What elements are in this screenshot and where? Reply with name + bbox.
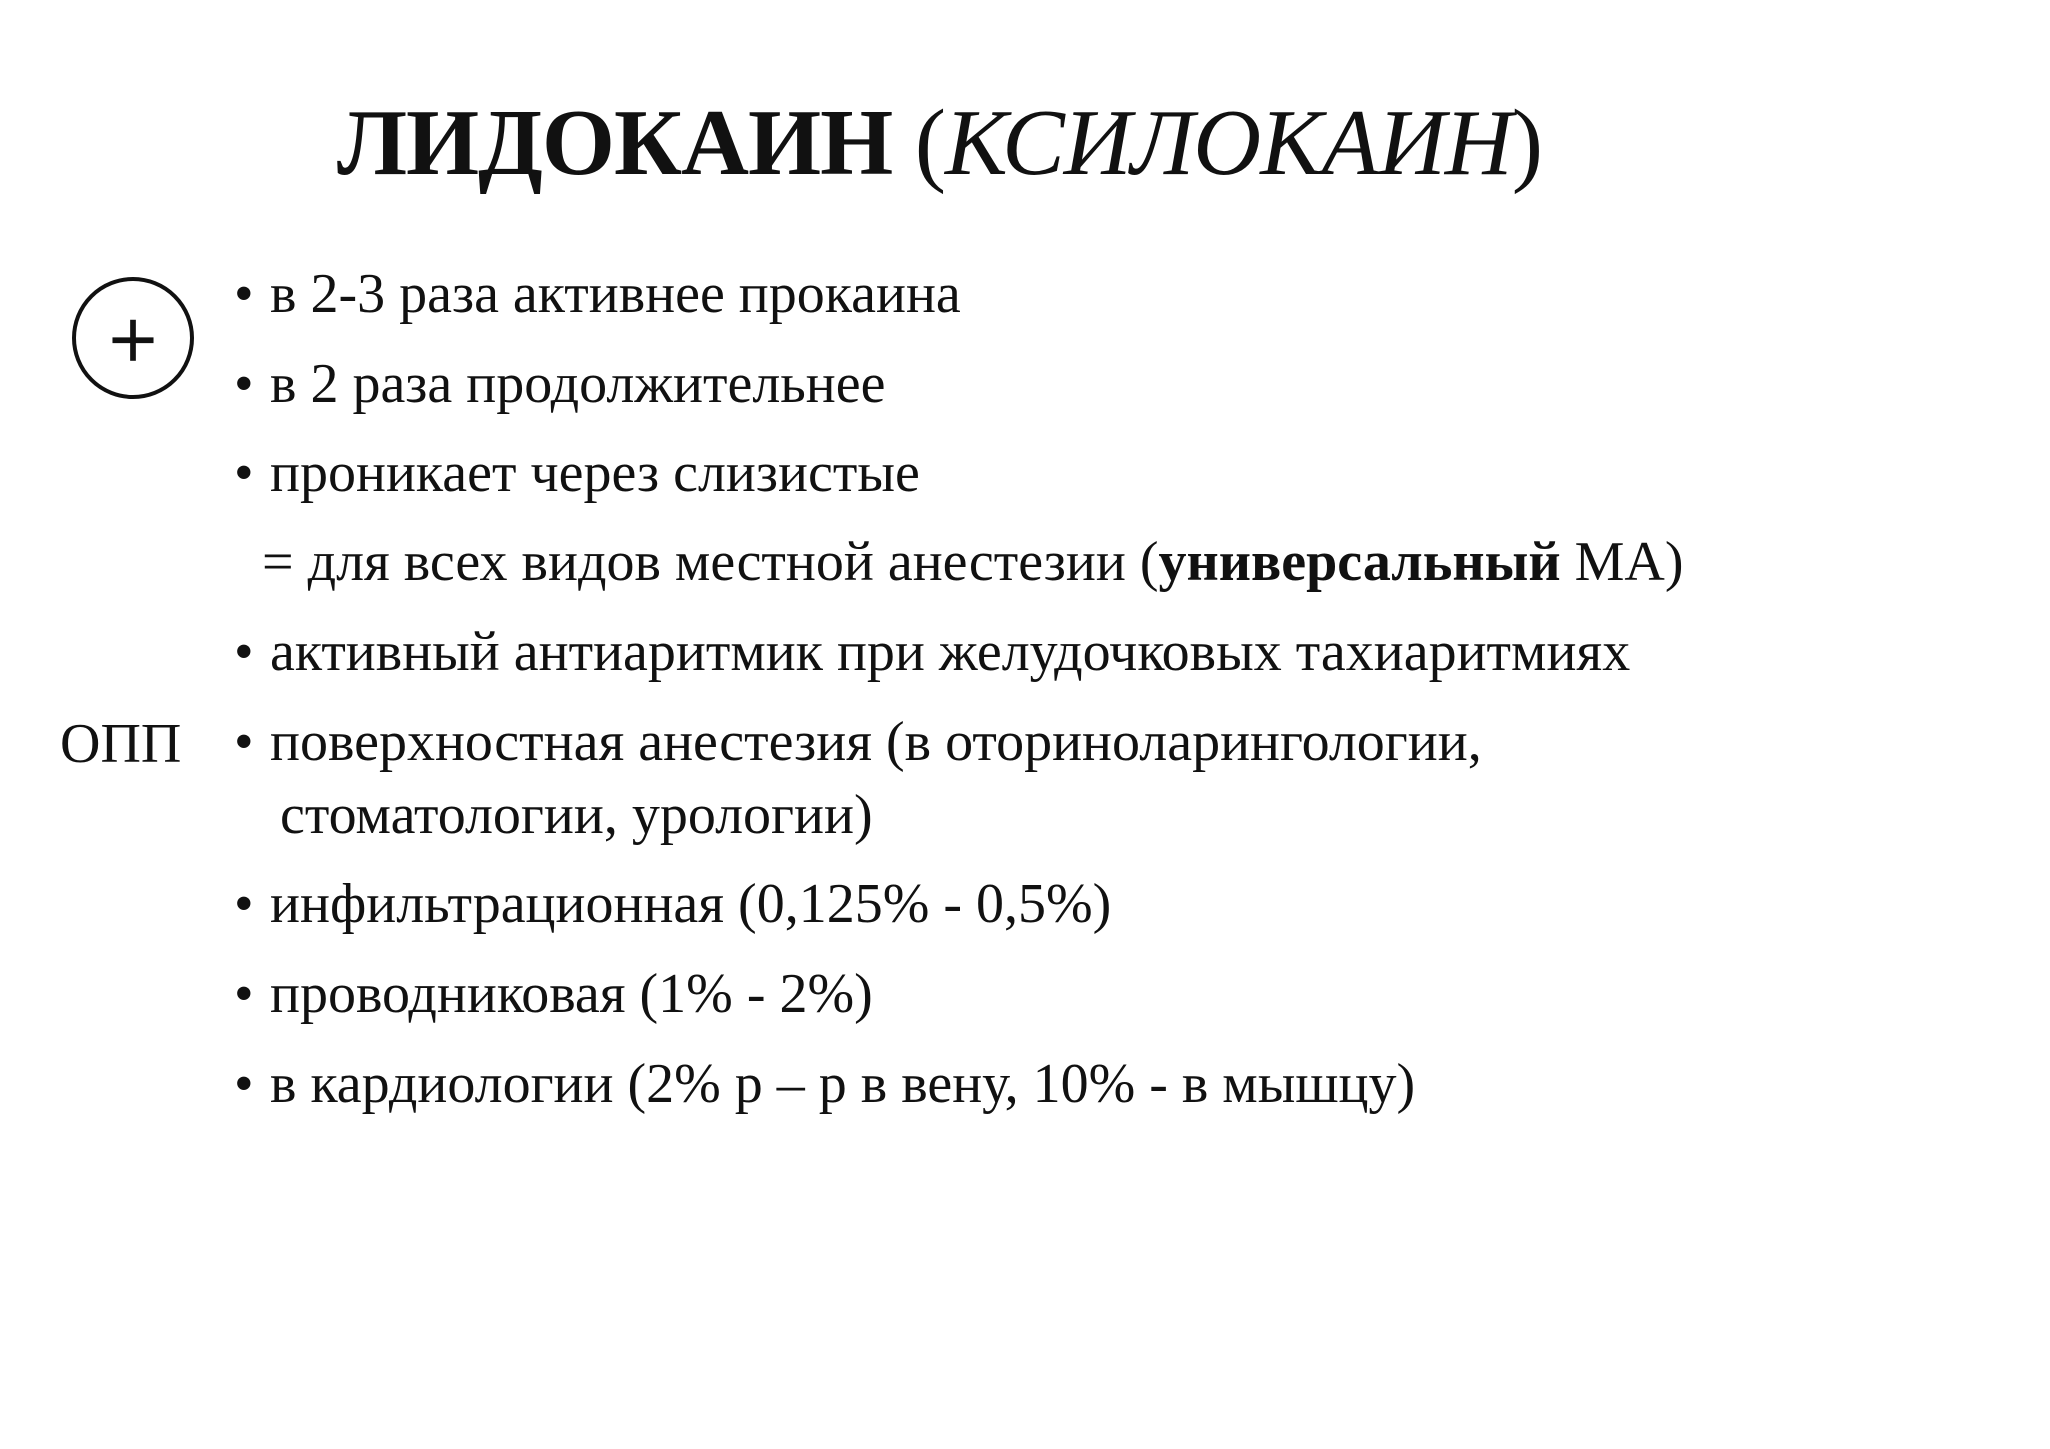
list-item-text: в 2 раза продолжительнее xyxy=(270,353,886,415)
bullet: • xyxy=(234,963,254,1025)
title-main: ЛИДОКАИН xyxy=(337,91,893,195)
bullet: • xyxy=(234,711,254,773)
list-item-text: в кардиологии (2% р – р в вену, 10% - в мышцу) xyxy=(270,1053,1416,1115)
list-item xyxy=(234,710,1482,774)
bullet: • xyxy=(234,1053,254,1115)
continuation-text-end: МА) xyxy=(1560,531,1684,593)
list-item-continuation xyxy=(262,530,1683,594)
list-item xyxy=(234,962,873,1026)
list-item xyxy=(234,352,885,416)
list-item-text: инфильтрационная (0,125% - 0,5%) xyxy=(270,873,1112,935)
list-item xyxy=(234,872,1111,936)
list-item-text: активный антиаритмик при желудочковых тахиаритмиях xyxy=(270,621,1631,683)
list-item xyxy=(234,1052,1415,1116)
list-item-text: стоматологии, урологии) xyxy=(280,784,873,846)
list-item xyxy=(234,441,920,505)
list-item xyxy=(234,620,1630,684)
list-item-text: проникает через слизистые xyxy=(270,442,920,504)
universal-emphasis: универсальный xyxy=(1158,531,1561,593)
bullet: • xyxy=(234,621,254,683)
title-open-paren: ( xyxy=(914,91,946,195)
title-alt-name: КСИЛОКАИН xyxy=(945,91,1512,195)
continuation-text-start: = для всех видов местной анестезии ( xyxy=(262,531,1159,593)
bullet: • xyxy=(234,263,254,325)
list-item-text: в 2-3 раза активнее прокаина xyxy=(270,263,961,325)
list-item-text: поверхностная анестезия (в оториноларингологии, xyxy=(270,711,1482,773)
opp-label: ОПП xyxy=(60,713,182,775)
list-item xyxy=(234,262,961,326)
page-title xyxy=(337,88,1542,198)
plus-circle-icon xyxy=(72,277,194,399)
bullet: • xyxy=(234,353,254,415)
title-close-paren: ) xyxy=(1511,91,1543,195)
list-item-text: проводниковая (1% - 2%) xyxy=(270,963,873,1025)
bullet: • xyxy=(234,873,254,935)
list-item-continuation xyxy=(280,783,873,847)
bullet: • xyxy=(234,442,254,504)
